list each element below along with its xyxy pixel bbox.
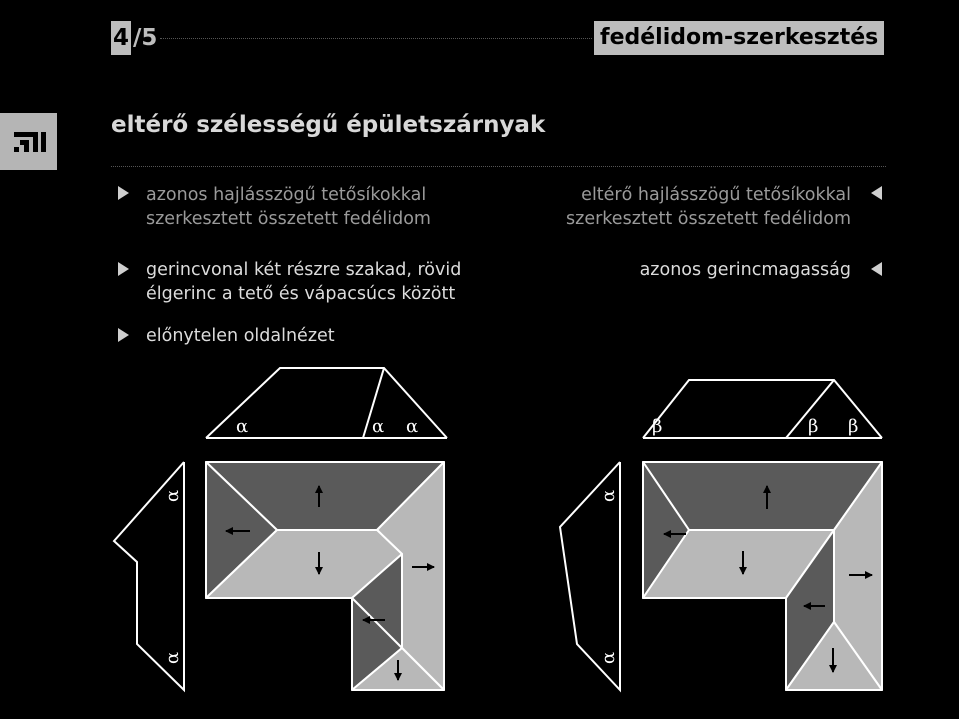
right-point-1-line2: szerkesztett összetett fedélidom [566,209,851,229]
left-roof-plan [206,462,444,690]
left-side-alpha-2: α [162,651,183,664]
right-point-1-line1: eltérő hajlásszögű tetősíkokkal [581,185,851,205]
right-point-2-line1: azonos gerincmagasság [639,260,851,280]
right-front-beta-3: β [848,416,859,437]
page-current: 4 [111,21,131,55]
left-point-3-line1: előnytelen oldalnézet [146,326,335,346]
slide-heading: eltérő szélességű épületszárnyak [111,112,546,138]
left-front-alpha-3: α [406,416,419,437]
left-point-1-line1: azonos hajlásszögű tetősíkokkal [146,185,427,205]
right-side-alpha-1: α [598,489,619,502]
left-point-2-line1: gerincvonal két részre szakad, rövid [146,260,462,280]
page-total: /5 [133,25,158,51]
left-point-2-line2: élgerinc a tető és vápacsúcs között [146,284,456,304]
left-point-1-line2: szerkesztett összetett fedélidom [146,209,431,229]
right-front-beta-2: β [808,416,819,437]
right-side-alpha-2: α [598,651,619,664]
right-front-elevation [643,380,882,438]
left-front-alpha-1: α [236,416,249,437]
right-roof-plan [643,462,882,690]
left-front-alpha-2: α [372,416,385,437]
right-front-beta-1: β [652,416,663,437]
document-title: fedélidom-szerkesztés [594,21,884,55]
left-side-alpha-1: α [162,489,183,502]
